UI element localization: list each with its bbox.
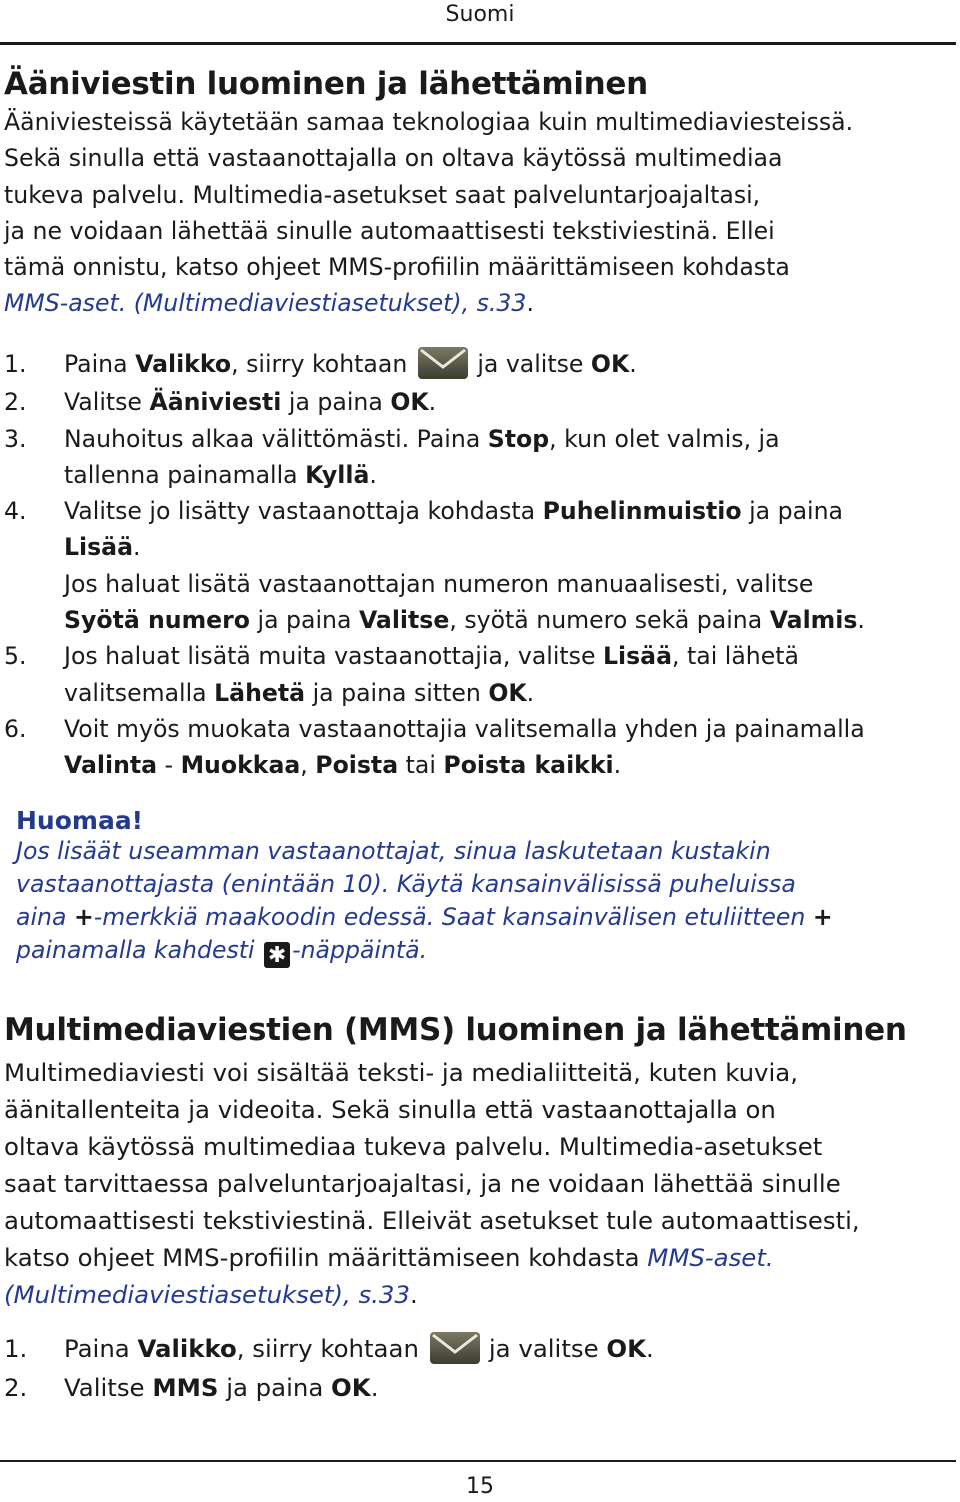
note-title: Huomaa! (16, 806, 144, 835)
intro-line: Ääniviesteissä käytetään samaa teknologiaa kuin multimediaviesteissä. (4, 108, 854, 136)
section1-steps (4, 346, 959, 784)
mms-settings-link[interactable]: MMS-aset. (647, 1243, 774, 1272)
step-item: 1. Paina Valikko, siirry kohtaan ja valitse OK. (4, 346, 959, 382)
section2-steps (4, 1330, 959, 1406)
mms-settings-link[interactable]: MMS-aset. (Multimediaviestiasetukset), s.33 (4, 289, 527, 318)
section1-intro (4, 104, 954, 322)
page-number: 15 (466, 1474, 494, 1499)
header-language: Suomi (445, 2, 515, 27)
star-key-icon: ✱ (264, 942, 290, 968)
message-envelope-icon (429, 1331, 481, 1365)
note-box (16, 806, 946, 968)
step-item: 6. Voit myös muokata vastaanottajia valitsemalla yhden ja painamalla Valinta - Muokkaa, Poista tai Poista kaikki. (4, 714, 865, 780)
step-item: 1. Paina Valikko, siirry kohtaan ja valitse OK. (4, 1330, 959, 1367)
message-envelope-icon (417, 346, 469, 380)
step-item: 2. Valitse Ääniviesti ja paina OK. (4, 388, 437, 417)
intro-line: tukeva palvelu. Multimedia-asetukset saat palveluntarjoajaltasi, (4, 180, 761, 209)
footer-rule (0, 1460, 956, 1462)
header-rule (0, 42, 956, 45)
step-item: 5. Jos haluat lisätä muita vastaanottajia, valitse Lisää, tai lähetä valitsemalla Lähetä ja paina sitten OK. (4, 642, 799, 707)
note-text: Jos lisäät useamman vastaanottajat, sinua laskutetaan kustakin vastaanottajasta (enintään 10). Käytä kansainvälisissä puheluissa aina +-merkkiä maakoodin edessä. Saat kansainvälisen etuliitteen + painamalla kahdesti ✱ -näppäintä. (16, 837, 833, 968)
section-title-mms: Multimediaviestien (MMS) luominen ja lähettäminen (4, 1012, 907, 1048)
mms-settings-link-cont[interactable]: (Multimediaviestiasetukset), s.33 (4, 1280, 410, 1309)
step-item: 4. Valitse jo lisätty vastaanottaja kohdasta Puhelinmuistio ja paina Lisää. Jos haluat lisätä vastaanottajan numeron manuaalisesti, valitse Syötä numero ja paina Valitse, syötä numero sekä paina Valmis. (4, 497, 865, 635)
intro-line: tämä onnistu, katso ohjeet MMS-profiilin määrittämiseen kohdasta (4, 253, 790, 282)
section2-intro: Multimediaviesti voi sisältää teksti- ja medialiitteitä, kuten kuvia, äänitallenteita ja videoita. Sekä sinulla että vastaanottajalla on oltava käytössä multimediaa tukeva palvelu. Multimedia-asetukset saat tarvittaessa palveluntarjoajaltasi, ja ne voidaan lähettää sinulle automaattisesti tekstiviestinä. Elleivät asetukset tule automaattisesti, katso ohjeet MMS-profiilin määrittämiseen kohdasta MMS-aset. (Multimediaviestiasetukset), s.33. (4, 1058, 860, 1309)
menu-key-label: Valikko (135, 350, 232, 378)
intro-line: ja ne voidaan lähettää sinulle automaattisesti tekstiviestinä. Ellei (4, 216, 775, 245)
section-title-voice-message: Ääniviestin luominen ja lähettäminen (4, 66, 648, 102)
intro-line: Sekä sinulla että vastaanottajalla on oltava käytössä multimediaa (4, 144, 783, 173)
intro-line: MMS-aset. (Multimediaviestiasetukset), s.33. (4, 289, 534, 318)
step-item: 2. Valitse MMS ja paina OK. (4, 1373, 379, 1402)
step-item: 3. Nauhoitus alkaa välittömästi. Paina Stop, kun olet valmis, ja tallenna painamalla Kyllä. (4, 424, 780, 489)
